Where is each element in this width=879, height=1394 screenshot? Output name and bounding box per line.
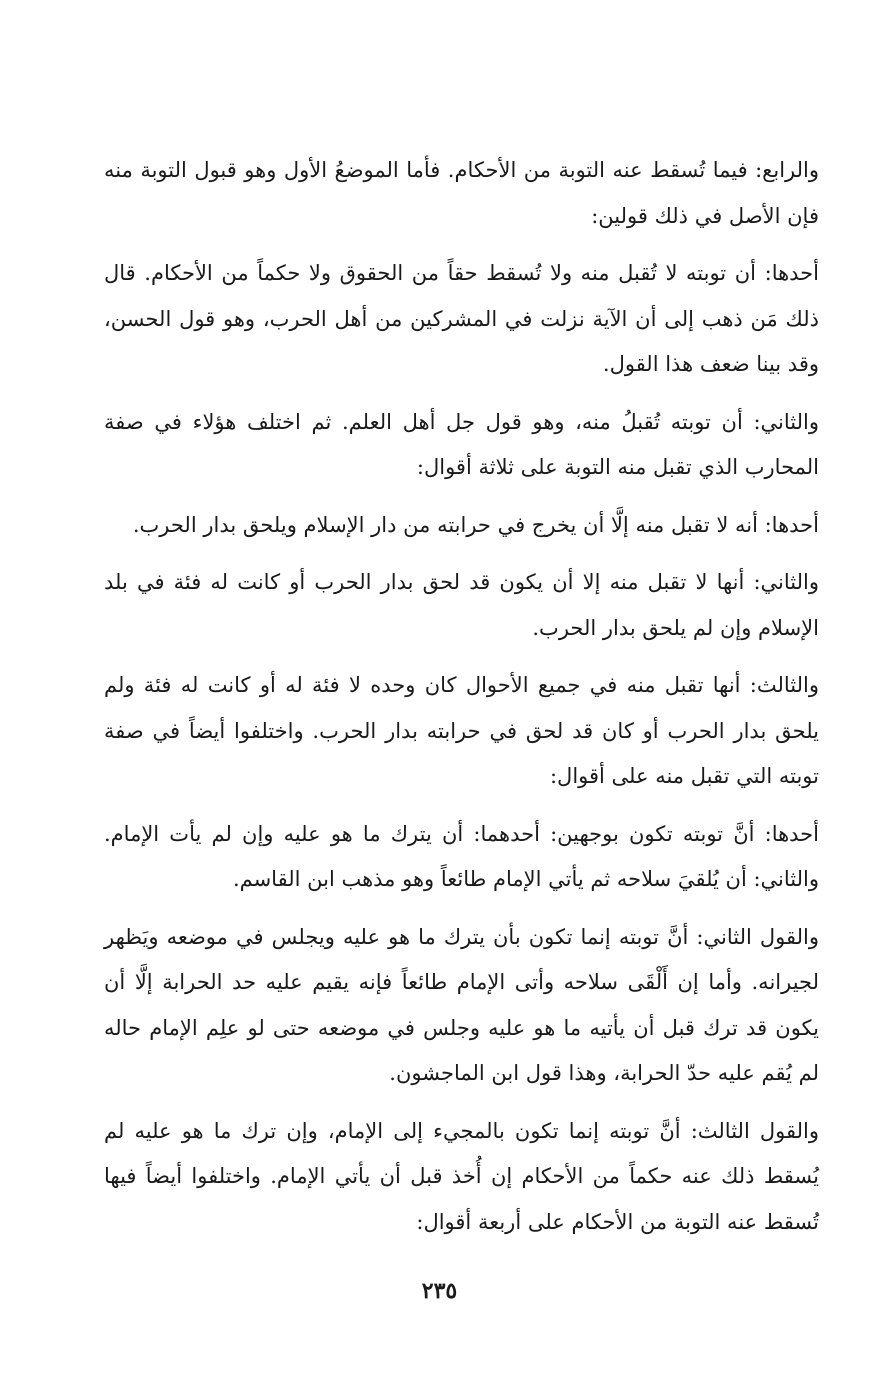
- paragraph-8: والقول الثاني: أنَّ توبته إنما تكون بأن يترك ما هو عليه ويجلس في موضعه ويَظهر لجيرانه. وأما إن أَلْقَى سلاحه وأتى الإمام طائعاً فإنه يقيم عليه حد الحرابة إلَّا أن يكون قد ترك قبل أن يأتيه ما هو عليه وجلس في موضعه حتى لو علِم الإمام حاله لم يُقم عليه حدّ الحرابة، وهذا قول ابن الماجشون.: [104, 924, 819, 1085]
- page-number: ٢٣٥: [421, 1278, 458, 1304]
- paragraph-9: والقول الثالث: أنَّ توبته إنما تكون بالمجيء إلى الإمام، وإن ترك ما هو عليه لم يُسقط ذلك عنه حكماً من الأحكام إن أُخذ قبل أن يأتي الإمام. واختلفوا أيضاً فيها تُسقط عنه التوبة من الأحكام على أربعة أقوال:: [104, 1118, 819, 1234]
- body-text: [104, 148, 819, 1245]
- paragraph-7: أحدها: أنَّ توبته تكون بوجهين: أحدهما: أن يترك ما هو عليه وإن لم يأت الإمام. والثاني: أن يُلقيَ سلاحه ثم يأتي الإمام طائعاً وهو مذهب ابن القاسم.: [104, 821, 819, 891]
- paragraph-2: أحدها: أن توبته لا تُقبل منه ولا تُسقط حقاً من الحقوق ولا حكماً من الأحكام. قال ذلك مَن ذهب إلى أن الآية نزلت في المشركين من أهل الحرب، وهو قول الحسن، وقد بينا ضعف هذا القول.: [104, 261, 819, 376]
- paragraph-6: والثالث: أنها تقبل منه في جميع الأحوال كان وحده لا فئة له أو كانت له فئة ولم يلحق بدار الحرب أو كان قد لحق في حرابته بدار الحرب. واختلفوا أيضاً في صفة توبته التي تقبل منه على أقوال:: [104, 673, 819, 788]
- paragraph-3: والثاني: أن توبته تُقبلُ منه، وهو قول جل أهل العلم. ثم اختلف هؤلاء في صفة المحارب الذي تقبل منه التوبة على ثلاثة أقوال:: [104, 409, 819, 479]
- paragraph-1: والرابع: فيما تُسقط عنه التوبة من الأحكام. فأما الموضعُ الأول وهو قبول التوبة منه فإن الأصل في ذلك قولين:: [104, 158, 819, 228]
- paragraph-4: أحدها: أنه لا تقبل منه إلَّا أن يخرج في حرابته من دار الإسلام ويلحق بدار الحرب.: [132, 512, 819, 537]
- paragraph-5: والثاني: أنها لا تقبل منه إلا أن يكون قد لحق بدار الحرب أو كانت له فئة في بلد الإسلام وإن لم يلحق بدار الحرب.: [104, 570, 819, 640]
